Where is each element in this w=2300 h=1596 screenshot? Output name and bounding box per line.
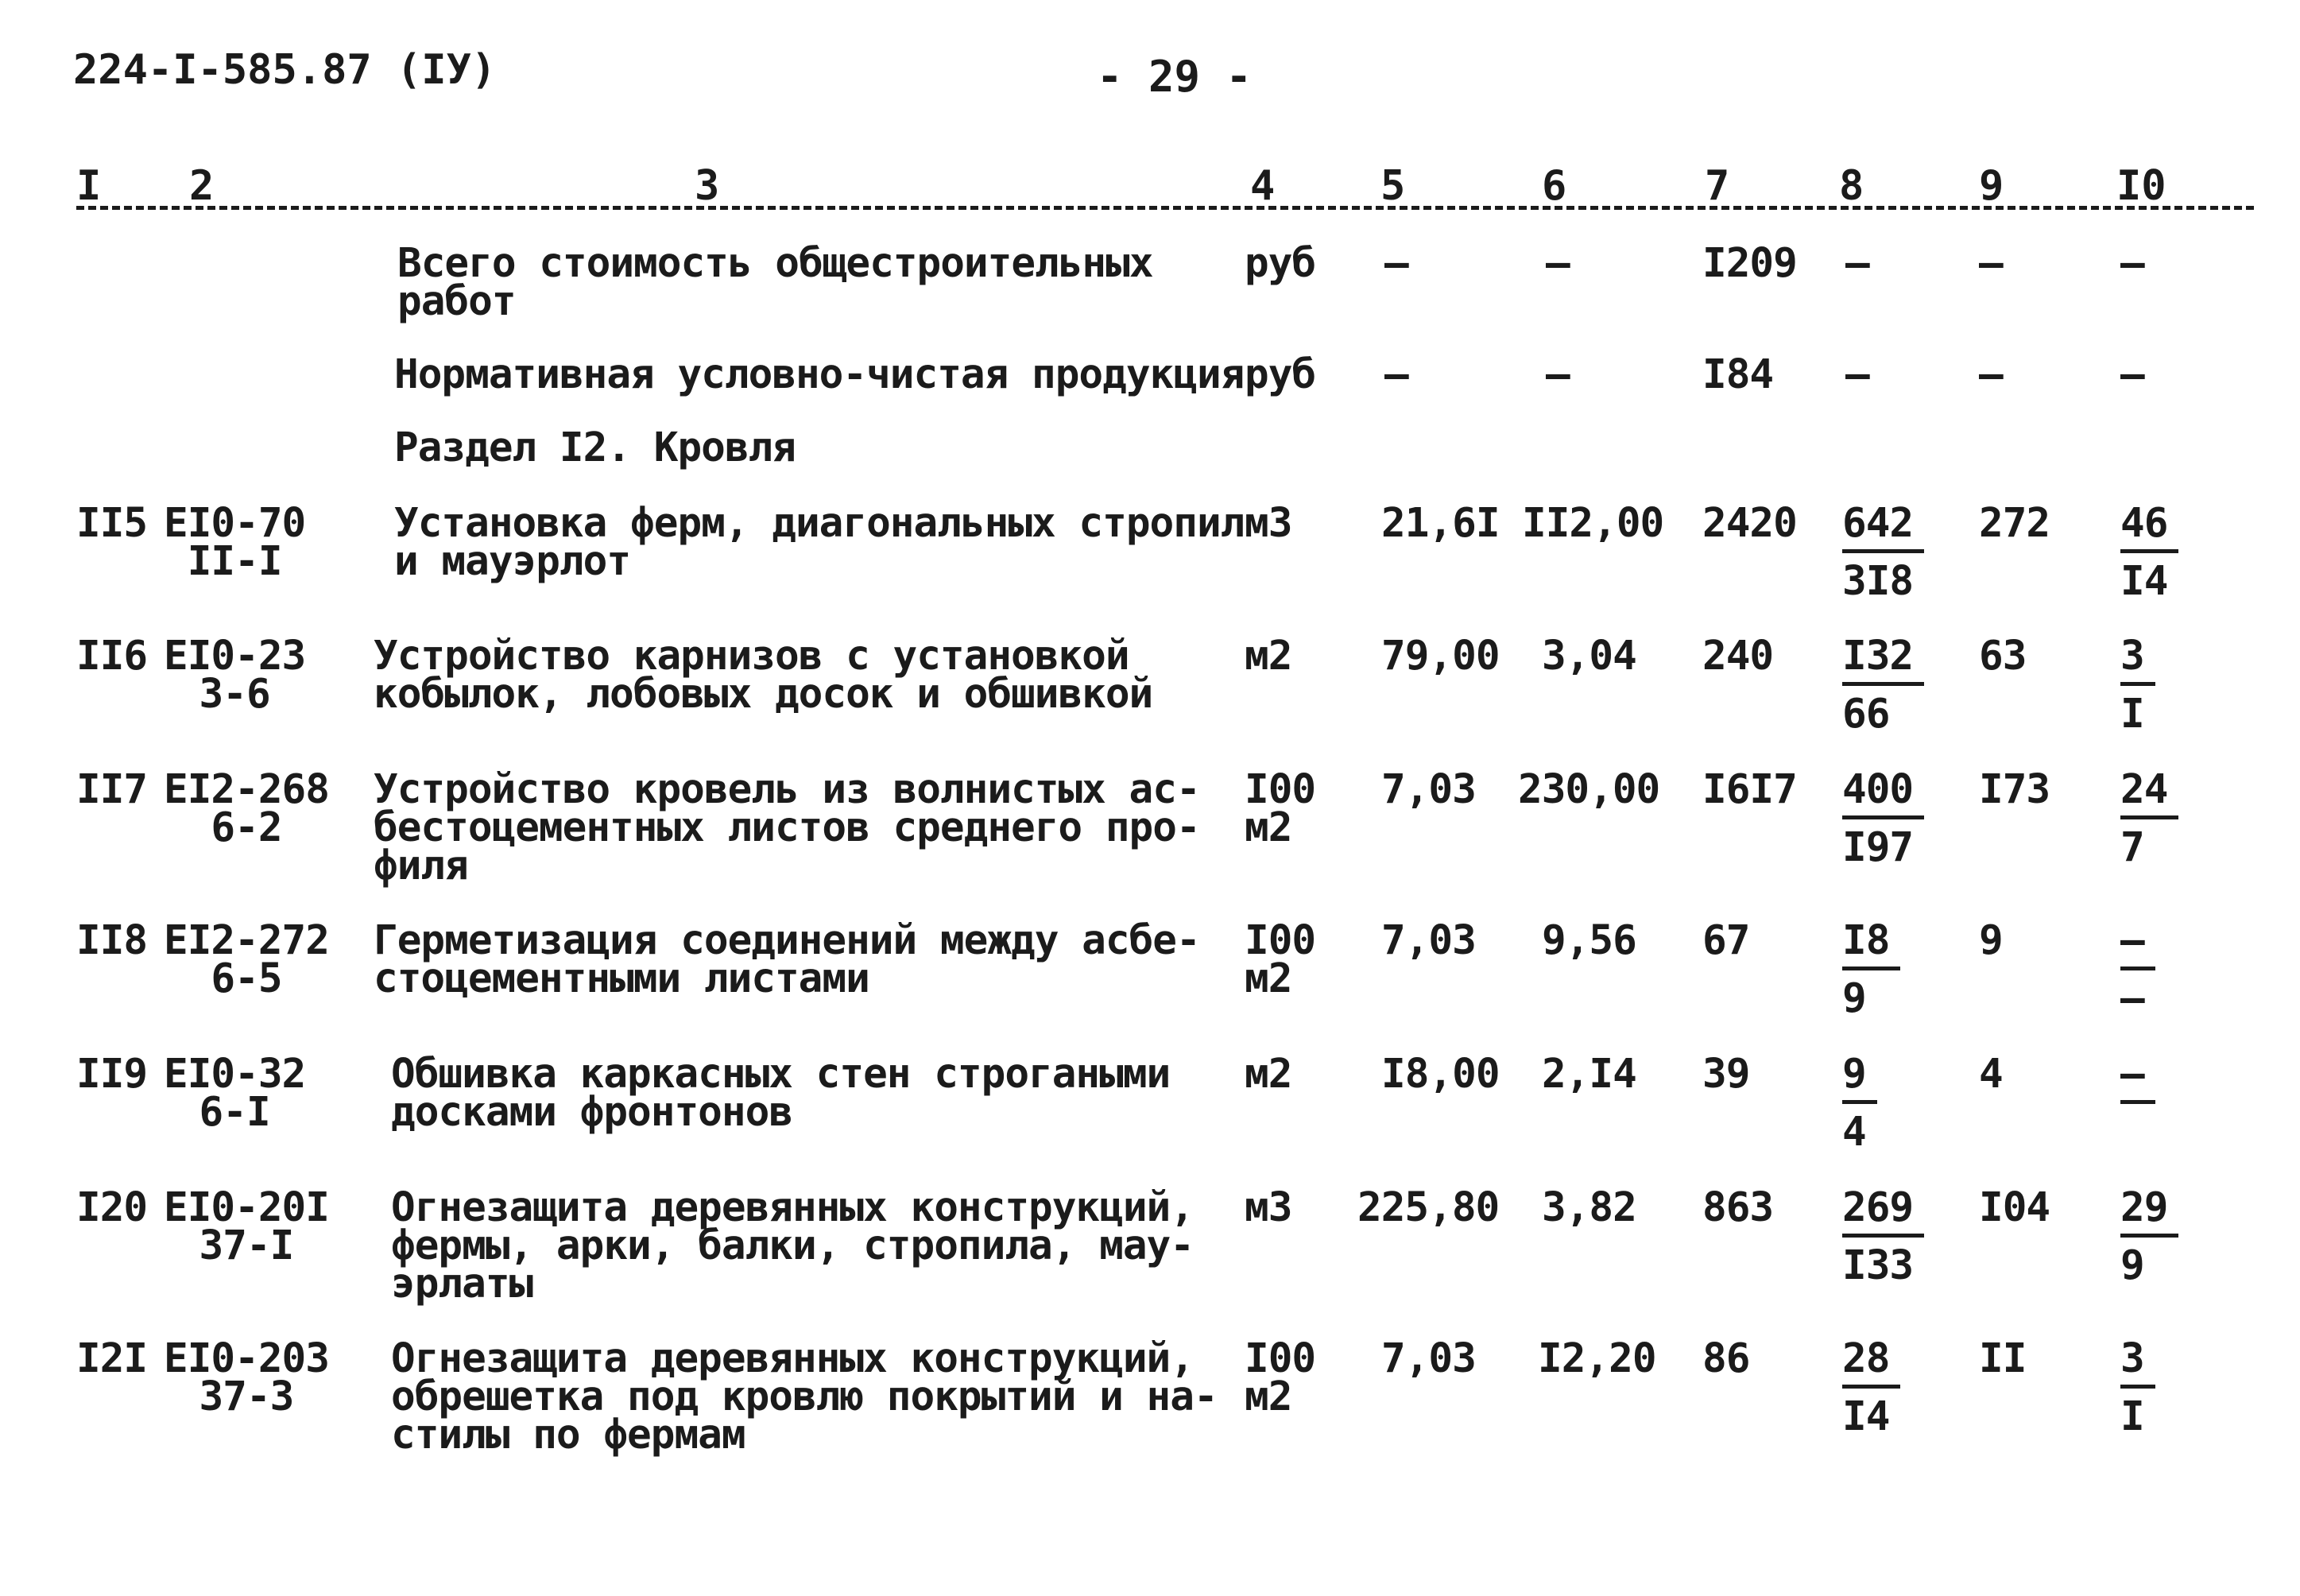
row-col5: – bbox=[1384, 240, 1408, 287]
fraction-denominator: I bbox=[2120, 1393, 2144, 1440]
item-quantity: 225,80 bbox=[1357, 1184, 1500, 1231]
row-col8: – bbox=[1845, 351, 1869, 398]
item-col10-fraction bbox=[2120, 766, 2178, 871]
item-number: II6 bbox=[76, 633, 148, 680]
fraction-denominator: I4 bbox=[1842, 1393, 1890, 1440]
fraction-numerator: 3 bbox=[2120, 637, 2155, 686]
item-unit: м3 bbox=[1245, 1184, 1292, 1231]
item-col8-fraction bbox=[1842, 500, 1924, 605]
item-quantity: 79,00 bbox=[1381, 633, 1500, 680]
fraction-numerator: 24 bbox=[2120, 771, 2178, 819]
fraction-denominator: 66 bbox=[1842, 691, 1890, 738]
fraction-numerator: I8 bbox=[1842, 922, 1900, 970]
item-quantity: 7,03 bbox=[1381, 766, 1476, 813]
item-col9: 63 bbox=[1979, 633, 2027, 680]
item-unit: м2 bbox=[1245, 1051, 1292, 1098]
item-col8-fraction bbox=[1842, 917, 1900, 1022]
item-number: II8 bbox=[76, 917, 148, 964]
item-unit-price: 2,I4 bbox=[1542, 1051, 1636, 1098]
row-col7: I209 bbox=[1702, 240, 1797, 287]
fraction-denominator: I97 bbox=[1842, 824, 1914, 871]
item-name: Устройство карнизов с установкой кобылок, лобовых досок и обшивкой bbox=[374, 633, 1153, 718]
item-unit: м2 bbox=[1245, 633, 1292, 680]
item-total: I6I7 bbox=[1702, 766, 1797, 813]
fraction-numerator: 400 bbox=[1842, 771, 1924, 819]
item-col8-fraction bbox=[1842, 1051, 1877, 1156]
item-number: I20 bbox=[76, 1184, 148, 1231]
item-unit-price: II2,00 bbox=[1522, 500, 1664, 547]
item-unit-price: 9,56 bbox=[1542, 917, 1636, 964]
row-col9: – bbox=[1979, 240, 2003, 287]
item-col8-fraction bbox=[1842, 633, 1924, 738]
item-col10-fraction bbox=[2120, 1051, 2155, 1114]
item-name: Огнезащита деревянных конструкций, фермы, арки, балки, стропила, мау- эрлаты bbox=[391, 1184, 1194, 1307]
item-number: II5 bbox=[76, 500, 148, 547]
row-unit: руб bbox=[1245, 240, 1316, 287]
item-col9: 272 bbox=[1979, 500, 2050, 547]
page-number: - 29 - bbox=[1097, 52, 1253, 102]
item-code: EI0-20I 37-I bbox=[164, 1184, 329, 1269]
column-number: I bbox=[76, 162, 102, 210]
fraction-numerator: 28 bbox=[1842, 1340, 1900, 1389]
fraction-numerator: 269 bbox=[1842, 1189, 1924, 1238]
item-col8-fraction bbox=[1842, 766, 1924, 871]
fraction-numerator: 29 bbox=[2120, 1189, 2178, 1238]
fraction-numerator: 3 bbox=[2120, 1340, 2155, 1389]
item-col10-fraction bbox=[2120, 1335, 2155, 1440]
fraction-denominator: 9 bbox=[2120, 1242, 2144, 1289]
column-number: 6 bbox=[1542, 162, 1567, 210]
item-name: Установка ферм, диагональных стропил и мауэрлот bbox=[394, 500, 1245, 585]
fraction-denominator: I4 bbox=[2120, 558, 2168, 605]
fraction-denominator: 4 bbox=[1842, 1109, 1866, 1156]
item-unit-price: 3,82 bbox=[1542, 1184, 1636, 1231]
fraction-numerator: 46 bbox=[2120, 505, 2178, 553]
fraction-denominator: 7 bbox=[2120, 824, 2144, 871]
item-unit: I00 м2 bbox=[1245, 1335, 1316, 1420]
document-code: 224-I-585.87 (IУ) bbox=[73, 46, 497, 94]
item-total: 2420 bbox=[1702, 500, 1797, 547]
column-number: 9 bbox=[1979, 162, 2004, 210]
item-col9: 4 bbox=[1979, 1051, 2003, 1098]
fraction-numerator: – bbox=[2120, 1056, 2155, 1104]
item-number: II7 bbox=[76, 766, 148, 813]
row-col5: – bbox=[1384, 351, 1408, 398]
item-total: 863 bbox=[1702, 1184, 1774, 1231]
fraction-denominator: I bbox=[2120, 691, 2144, 738]
fraction-numerator: – bbox=[2120, 922, 2155, 970]
row-unit: руб bbox=[1245, 351, 1316, 398]
item-col10-fraction bbox=[2120, 500, 2178, 605]
row-col6: – bbox=[1546, 351, 1570, 398]
item-code: EI2-268 6-2 bbox=[164, 766, 329, 851]
fraction-numerator: 9 bbox=[1842, 1056, 1877, 1104]
item-col9: 9 bbox=[1979, 917, 2003, 964]
item-code: EI0-23 3-6 bbox=[164, 633, 306, 718]
header-rule bbox=[76, 206, 2254, 210]
section-title: Раздел I2. Кровля bbox=[394, 424, 796, 471]
item-col9: I04 bbox=[1979, 1184, 2050, 1231]
item-unit-price: 230,00 bbox=[1518, 766, 1660, 813]
item-code: EI0-70 II-I bbox=[164, 500, 306, 585]
item-number: I2I bbox=[76, 1335, 148, 1382]
item-col8-fraction bbox=[1842, 1184, 1924, 1289]
row-col10: – bbox=[2120, 351, 2144, 398]
row-col10: – bbox=[2120, 240, 2144, 287]
fraction-numerator: 642 bbox=[1842, 505, 1924, 553]
item-name: Обшивка каркасных стен строгаными досками фронтонов bbox=[391, 1051, 1171, 1136]
item-col10-fraction bbox=[2120, 633, 2155, 738]
row-col9: – bbox=[1979, 351, 2003, 398]
fraction-numerator: I32 bbox=[1842, 637, 1924, 686]
item-unit: I00 м2 bbox=[1245, 917, 1316, 1002]
item-unit-price: 3,04 bbox=[1542, 633, 1636, 680]
item-col9: I73 bbox=[1979, 766, 2050, 813]
fraction-denominator: 3I8 bbox=[1842, 558, 1914, 605]
item-quantity: 7,03 bbox=[1381, 917, 1476, 964]
item-col8-fraction bbox=[1842, 1335, 1900, 1440]
item-col10-fraction bbox=[2120, 917, 2155, 1022]
item-col10-fraction bbox=[2120, 1184, 2178, 1289]
item-code: EI2-272 6-5 bbox=[164, 917, 329, 1002]
item-quantity: 7,03 bbox=[1381, 1335, 1476, 1382]
item-total: 86 bbox=[1702, 1335, 1750, 1382]
item-unit-price: I2,20 bbox=[1538, 1335, 1656, 1382]
item-name: Устройство кровель из волнистых ас- бестоцементных листов среднего про- филя bbox=[374, 766, 1200, 889]
item-code: EI0-32 6-I bbox=[164, 1051, 306, 1136]
column-number: 3 bbox=[695, 162, 720, 210]
row-col8: – bbox=[1845, 240, 1869, 287]
column-number: 8 bbox=[1839, 162, 1864, 210]
item-number: II9 bbox=[76, 1051, 148, 1098]
item-code: EI0-203 37-3 bbox=[164, 1335, 329, 1420]
item-name: Герметизация соединений между асбе- стоцементными листами bbox=[374, 917, 1200, 1002]
row-col7: I84 bbox=[1702, 351, 1774, 398]
column-number: 7 bbox=[1705, 162, 1730, 210]
item-total: 39 bbox=[1702, 1051, 1750, 1098]
column-number: I0 bbox=[2116, 162, 2166, 210]
item-quantity: 21,6I bbox=[1381, 500, 1500, 547]
fraction-denominator: 9 bbox=[1842, 975, 1866, 1022]
item-name: Огнезащита деревянных конструкций, обрешетка под кровлю покрытий и на- стилы по фермам bbox=[391, 1335, 1218, 1458]
item-quantity: I8,00 bbox=[1381, 1051, 1500, 1098]
row-col6: – bbox=[1546, 240, 1570, 287]
item-total: 67 bbox=[1702, 917, 1750, 964]
fraction-denominator: I33 bbox=[1842, 1242, 1914, 1289]
column-number: 5 bbox=[1380, 162, 1406, 210]
item-unit: I00 м2 bbox=[1245, 766, 1316, 851]
column-number: 2 bbox=[189, 162, 215, 210]
fraction-denominator: – bbox=[2120, 975, 2144, 1022]
row-name: Нормативная условно-чистая продукция bbox=[394, 351, 1245, 398]
item-total: 240 bbox=[1702, 633, 1774, 680]
item-unit: м3 bbox=[1245, 500, 1292, 547]
column-number: 4 bbox=[1250, 162, 1276, 210]
row-name: Всего стоимость общестроительных работ bbox=[397, 240, 1153, 325]
item-col9: II bbox=[1979, 1335, 2027, 1382]
